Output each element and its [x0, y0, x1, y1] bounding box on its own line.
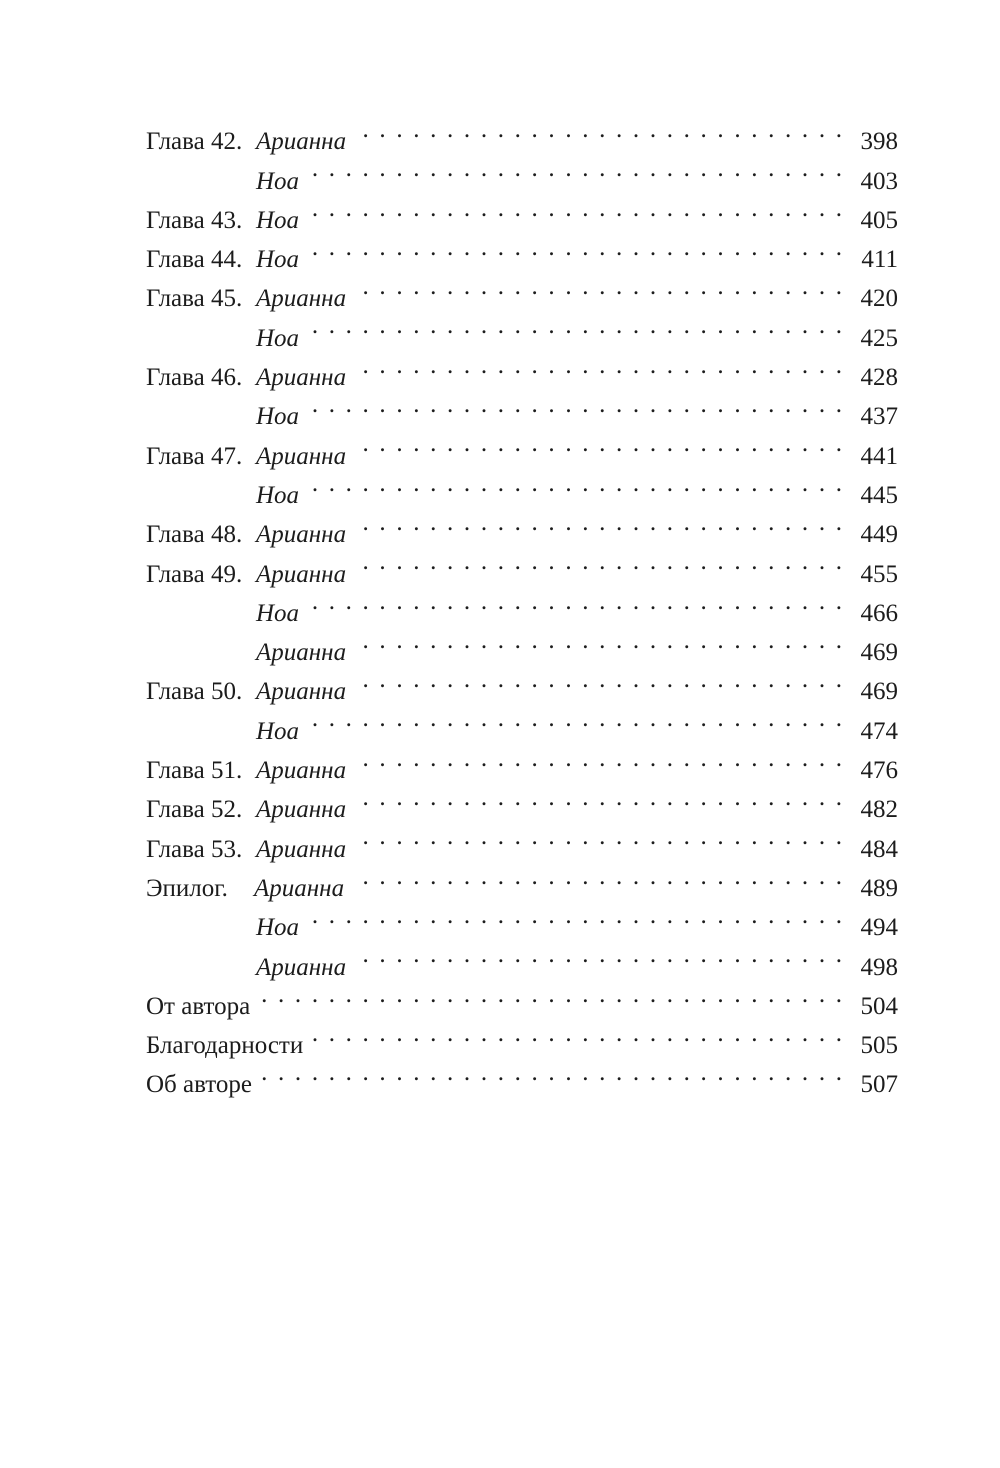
section-title: Об авторе [146, 1071, 252, 1099]
dot-leader [356, 267, 842, 306]
page-number: 455 [860, 560, 898, 588]
chapter-number: Глава 50. [146, 678, 243, 706]
dot-leader [309, 228, 842, 267]
page-number: 507 [860, 1071, 898, 1099]
dot-leader [252, 1053, 842, 1092]
page-number: 505 [860, 1032, 898, 1060]
page-number: 441 [860, 442, 898, 470]
chapter-number: Глава 48. [146, 521, 243, 549]
page-number: 494 [860, 914, 898, 942]
chapter-narrator: Арианна [256, 835, 347, 863]
dot-leader [309, 189, 842, 228]
page-number: 466 [860, 599, 898, 627]
page-number: 476 [860, 757, 898, 785]
dot-leader [356, 424, 842, 463]
page-number: 449 [860, 521, 898, 549]
page-number: 474 [860, 717, 898, 745]
epilogue-label: Эпилог. [146, 874, 228, 902]
chapter-narrator: Арианна [254, 874, 345, 902]
dot-leader [356, 621, 842, 660]
chapter-narrator: Ноа [256, 246, 300, 274]
dot-leader [356, 542, 842, 581]
chapter-number: Глава 52. [146, 796, 243, 824]
table-of-contents [146, 110, 898, 1099]
chapter-narrator: Арианна [256, 639, 347, 667]
chapter-narrator: Ноа [256, 914, 300, 942]
toc-entry-back-matter[interactable] [146, 1053, 898, 1099]
section-title: От автора [146, 992, 251, 1020]
toc-entry[interactable] [146, 110, 898, 156]
chapter-number: Глава 44. [146, 246, 243, 274]
page-number: 398 [860, 128, 898, 156]
chapter-number: Глава 53. [146, 835, 243, 863]
chapter-narrator: Арианна [256, 128, 347, 156]
section-title: Благодарности [146, 1032, 304, 1060]
page-number: 437 [860, 403, 898, 431]
dot-leader [309, 149, 842, 188]
dot-leader [309, 699, 842, 738]
chapter-narrator: Арианна [256, 285, 347, 313]
chapter-narrator: Ноа [256, 324, 300, 352]
page-number: 504 [860, 992, 898, 1020]
page-number: 469 [860, 639, 898, 667]
dot-leader [356, 346, 842, 385]
page-number: 489 [860, 874, 898, 902]
page-number: 428 [860, 364, 898, 392]
page-number: 469 [860, 678, 898, 706]
page-number: 411 [861, 246, 898, 274]
page-number: 425 [860, 324, 898, 352]
dot-leader [309, 385, 842, 424]
dot-leader [309, 896, 842, 935]
chapter-number: Глава 46. [146, 364, 243, 392]
dot-leader [309, 306, 842, 345]
toc-entry-back-matter[interactable] [146, 1014, 898, 1060]
dot-leader [309, 582, 842, 621]
page-number: 484 [860, 835, 898, 863]
chapter-narrator: Арианна [256, 678, 347, 706]
chapter-narrator: Ноа [256, 206, 300, 234]
page-number: 403 [860, 167, 898, 195]
chapter-number: Глава 45. [146, 285, 243, 313]
chapter-narrator: Арианна [256, 364, 347, 392]
dot-leader [309, 464, 842, 503]
dot-leader [303, 1014, 842, 1053]
chapter-number: Глава 51. [146, 757, 243, 785]
chapter-narrator: Арианна [256, 442, 347, 470]
chapter-narrator: Ноа [256, 481, 300, 509]
page-number: 482 [860, 796, 898, 824]
chapter-narrator: Ноа [256, 599, 300, 627]
chapter-narrator: Арианна [256, 560, 347, 588]
page-number: 405 [860, 206, 898, 234]
dot-leader [356, 817, 842, 856]
dot-leader [354, 857, 842, 896]
dot-leader [356, 778, 842, 817]
dot-leader [356, 660, 842, 699]
toc-entry-back-matter[interactable] [146, 975, 898, 1020]
dot-leader [356, 739, 842, 778]
dot-leader [356, 935, 842, 974]
chapter-number: Глава 47. [146, 442, 243, 470]
chapter-narrator: Арианна [256, 757, 347, 785]
chapter-narrator: Ноа [256, 167, 300, 195]
chapter-narrator: Ноа [256, 403, 300, 431]
chapter-narrator: Ноа [256, 717, 300, 745]
page-number: 445 [860, 481, 898, 509]
dot-leader [356, 503, 842, 542]
chapter-number: Глава 42. [146, 128, 243, 156]
chapter-narrator: Арианна [256, 521, 347, 549]
dot-leader [356, 110, 842, 149]
chapter-number: Глава 49. [146, 560, 243, 588]
page-number: 420 [860, 285, 898, 313]
page-number: 498 [860, 953, 898, 981]
chapter-narrator: Арианна [256, 953, 347, 981]
chapter-narrator: Арианна [256, 796, 347, 824]
chapter-number: Глава 43. [146, 206, 243, 234]
dot-leader [250, 975, 842, 1014]
